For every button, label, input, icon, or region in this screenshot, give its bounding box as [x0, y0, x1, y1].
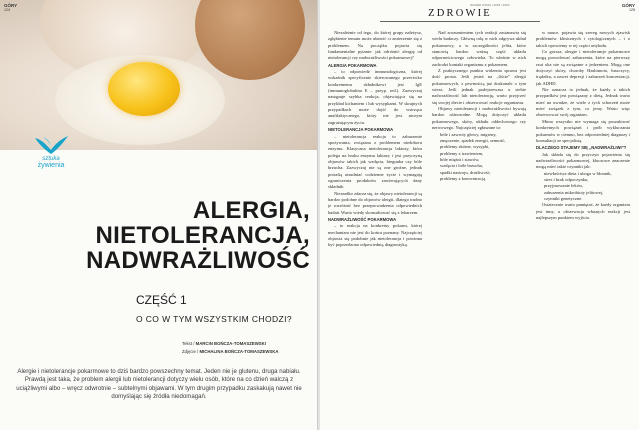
- body-paragraph: Nie oznacza to jednak, że każdy z takich przypadków jest powiązany z dietą. Jednak warto mieć na uwadze, że wiele z tych schorzeń może mieć związek z tym, co jemy. Warto więc obserwować swój organizm.: [536, 87, 630, 118]
- credit-photo-label: Zdjęcie /: [182, 349, 199, 354]
- credit-text-label: Tekst /: [182, 341, 195, 346]
- left-folio: [4, 3, 17, 13]
- body-paragraph: Ostatecznie warto pamiętać, że każdy organizm jest inny, a obserwacja własnych reakcji jest najlepszym punktem wyjścia.: [536, 202, 630, 220]
- title-line-2: NIETOLERANCJA,: [95, 222, 310, 249]
- author-name: MARCIN BOŃCZA-TOMASZEWSKI: [195, 341, 266, 346]
- sztuka-zywienia-logo: [26, 134, 76, 169]
- title-line-3: NADWRAŻLIWOŚĆ: [86, 247, 310, 274]
- subheading: NIETOLERANCJA POKARMOWA: [328, 127, 394, 133]
- body-paragraph: – to odpowiedź immunologiczna, której wskaźnik specyficznie skierowanego przeciwko konkretnemu składnikowi jest IgE (immunoglobulina E – przyp. red.). Zazwyczaj następuje szybka reakcja, objawiająca się na przykład kichaniem i lub wysypkami. W skrajnych przypadkach może dojść do wstrząsu anafilaktycznego, który nie jest niczym zagrażającym życiu.: [328, 69, 422, 125]
- folio-label: GÓRY: [621, 3, 635, 8]
- list-item: • przyjmowanie leków,: [544, 183, 630, 189]
- page-number: 124: [4, 8, 10, 12]
- folio-label: GÓRY: [4, 3, 18, 8]
- left-page: [0, 0, 318, 430]
- right-page: [320, 0, 639, 430]
- body-column-1: [328, 30, 422, 428]
- body-paragraph: Objawy nietolerancji i nadwrażliwości bywają bardzo różnorodne. Mogą dotyczyć układu pokarmowego, skóry, układu oddechowego czy nerwowego. Najczęściej zgłaszane to:: [432, 106, 526, 131]
- body-paragraph: Z praktycznego punktu widzenia sprawa jest dość prosta. Jeśli jesteś na „liście” alergii pokarmowych, z pewnością już doskonale o tym wiesz. Jeśli jednak podejrzewasz u siebie nadwrażliwość lub nietolerancję, warto przyjrzeć się swojej diecie i obserwować reakcje organizmu.: [432, 68, 526, 105]
- egg-photo: [0, 0, 318, 150]
- issue-header: NUMER 2/2019 / 2018 / 2020: [470, 3, 510, 7]
- body-paragraph: – to reakcja na konkretny pokarm, której mechanizm nie jest do końca poznany. Najczęściej objawia się podobnie jak nietolerancja i powinna być poprzedzona odpowiednią diagnostyką.: [328, 223, 422, 248]
- photographer-name: MICHALINA BOŃCZA-TOMASZEWSKA: [199, 349, 279, 354]
- body-paragraph: Mimo wszystko nie wymaga się poszukiwać konkretnych powiązań i prób wykluczania pokarmów w ciemno, bez odpowiedniej diagnozy i konsultacji ze specjalistą.: [536, 118, 630, 143]
- body-paragraph: Co gorsza, alergie i nietolerancje pokarmowe mogą powodować zaburzenia, które na pierwszy rzut oka nie są związane z jedzeniem. Mogą one dotyczyć skóry, choroby Hashimoto, łuszczycy, trądziku, a nawet depresji i zaburzeń koncentracji, jak ADHD.: [536, 49, 630, 86]
- body-paragraph: w nauce, pojawia się szereg nowych zjawisk problemów klinicznych i cytologicznych – i o takich opowiemy w tej części artykułu.: [536, 30, 630, 48]
- list-item: • zaburzenia mikrobioty jelitowej,: [544, 190, 630, 196]
- article-subtitle: [136, 293, 292, 325]
- page-number: 125: [629, 8, 635, 12]
- eggshell-brown-icon: [195, 0, 305, 80]
- bullet-list: [432, 132, 526, 183]
- body-paragraph: Niezależnie od tego, do której grupy należysz, zgłębienie tematu może ułatwić ci zmierzenie się z problemem. Na początku pojawia się fundamentalne pytanie: jak odróżnić alergię od nietolerancji czy nadwrażliwości pokarmowej?: [328, 30, 422, 61]
- body-paragraph: Nierzadko zdarza się, że objawy nietolerancji są bardzo podobne do objawów alergii, dlatego trudno je rozróżnić bez przeprowadzenia odpowiednich badań. Warto wtedy skonsultować się z lekarzem.: [328, 190, 422, 215]
- body-paragraph: Jak składa się do przyczyn pojawienia się nadwrażliwości pokarmowej, kluczowe znaczenie mogą mieć takie czynniki jak:: [536, 151, 630, 170]
- list-item: • bóle mięśni i stawów,: [440, 157, 526, 163]
- logo-text-line1: sztuka: [42, 156, 60, 162]
- list-item: • wzdęcia i bóle brzucha,: [440, 163, 526, 169]
- list-item: • zmęczenie, spadek energii, senność,: [440, 138, 526, 144]
- body-column-3: [536, 30, 630, 428]
- bullet-list: [536, 171, 630, 203]
- subheading: NADWRAŻLIWOŚĆ POKARMOWA: [328, 216, 397, 222]
- list-item: • spadki nastroju, drażliwość,: [440, 170, 526, 176]
- right-folio: [622, 3, 635, 13]
- body-column-2: [432, 30, 526, 428]
- list-item: • problemy z trawieniem,: [440, 151, 526, 157]
- section-title: ZDROWIE: [380, 8, 540, 22]
- list-item: • czynniki genetyczne.: [544, 196, 630, 202]
- body-paragraph: Nad zrozumieniem tych reakcji zastanawia się wielu badaczy. Główną rolę w nich odgrywa układ pokarmowy, a w szczególności jelita, które stanowią bardzo ważną część układu odpornościowego człowieka. To właśnie w nich zachodzi kontakt organizmu z pokarmem.: [432, 30, 526, 67]
- bird-logo-icon: [31, 134, 71, 156]
- subheading: DLACZEGO STAJEMY SIĘ „NADWRAŻLIWI”?: [536, 145, 627, 151]
- list-item: • problemy skórne, wysypki,: [440, 144, 526, 150]
- title-line-1: ALERGIA,: [192, 197, 310, 224]
- body-paragraph: – nietolerancja reakcja to zaburzenie spożywania, związana z problemem niedoboru enzymu. Klasyczna nietolerancja laktozy, która polega na braku enzymu laktazy i jest przyczyną objawów takich jak wzdęcia, biegunka czy bóle brzucha. Zazwyczaj nie są one groźne, jednak potrafią utrudniać codzienne życie i wymagają ograniczenia produktów zawierających dany składnik.: [328, 133, 422, 190]
- body-columns: [328, 30, 628, 428]
- list-item: • problemy z koncentracją.: [440, 176, 526, 182]
- article-title: [0, 198, 318, 273]
- subheading: ALERGIA POKARMOWA: [328, 62, 377, 68]
- list-item: • stres i brak odpoczynku,: [544, 177, 630, 183]
- list-item: • bóle i zawroty głowy, migreny,: [440, 132, 526, 138]
- lead-paragraph: Alergie i nietolerancje pokarmowe to dziś bardzo powszechny temat. Jeden nie je glutenu, druga nabiału. Prawdą jest taka, że problem alergii lub nietolerancji dotyczy wielu osób, które na co dzień walczą z uciążliwymi albo – wręcz odwrotnie – subtelnymi objawami. W tym drugim przypadku zaskakują nawet nie domyślając się źródła niedomagań.: [16, 368, 302, 401]
- credits: [182, 340, 278, 356]
- list-item: • niewłaściwa dieta i uboga w błonnik,: [544, 171, 630, 177]
- logo-text-line2: żywienia: [37, 162, 65, 169]
- egg-yolk: [108, 62, 180, 116]
- subtitle-part: CZĘŚĆ 1: [135, 293, 187, 307]
- subtitle-question: O CO W TYM WSZYSTKIM CHODZI?: [135, 314, 292, 324]
